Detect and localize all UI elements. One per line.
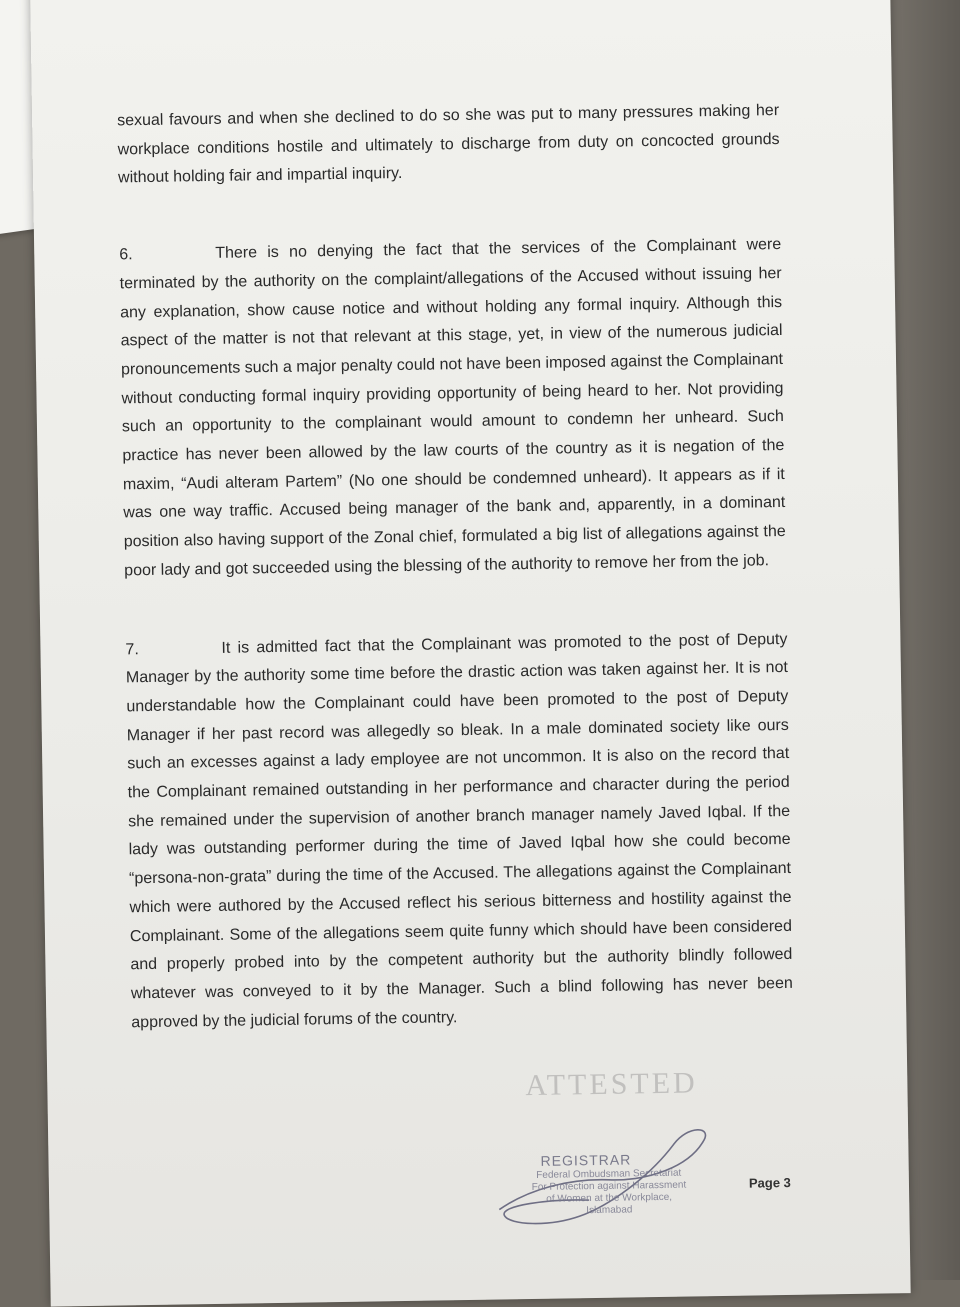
continued-paragraph: sexual favours and when she declined to do so she was put to many pressures making her workplace conditions hostile and ultimately to discharge from duty on concocted grounds without holding fair and impartial inquiry. — [117, 102, 780, 187]
paragraph-text: It is admitted fact that the Complainant was promoted to the post of Deputy Manager by the authority some time before the drastic action was taken against her. It is not understandable how the Complainant could have been promoted to the post of Deputy Manager if her past record was allegedly so bleak. In a male dominated society like ours such an excesses against a lady employee are not uncommon. It is also on the record that the Complainant remained outstanding in her performance and character during the period she remained under the supervision of another branch manager namely Javed Iqbal. If the lady was outstanding performer during the time of Javed Iqbal how she could become “persona-non-grata” during the time of the Accused. The allegations against the Complainant which were authored by the Accused reflect his serious bitterness and hostility against the Complainant. Some of the allegations seem quite funny which should have been considered and properly probed into by the competent authority but the authority blindly followed whatever was conveyed to it by the Manager. Such a blind following has never been approved by the judicial forums of the country. — [125, 630, 793, 1031]
registrar-title: REGISTRAR — [540, 1151, 632, 1169]
paragraph-7 — [125, 625, 793, 1037]
stamp-line: For Protection against Harassment — [531, 1179, 687, 1194]
paragraph-number: 6. — [119, 246, 133, 264]
paragraph-6 — [119, 231, 786, 586]
page-number: Page 3 — [748, 1174, 791, 1191]
attested-watermark: ATTESTED — [525, 1066, 698, 1103]
registrar-stamp — [487, 1066, 709, 1229]
stamp-line: Islamabad — [586, 1204, 633, 1217]
stamp-line: of Women at the Workplace, — [546, 1191, 673, 1205]
paragraph-text: There is no denying the fact that the services of the Complainant were terminated by the authority on the complaint/allegations of the Accused without issuing her any explanation, show cause notice and without holding any formal inquiry. Although this aspect of the matter is not that relevant at this stage, yet, in view of the numerous judicial pronouncements such a major penalty could not have been imposed against the Complainant without conducting formal inquiry providing opportunity of being heard to her. Not providing such an opportunity to the complainant would amount to condemn her unheard. Such practice has never been allowed by the law courts of the country as it is negation of the maxim, “Audi alteram Partem” (No one should be condemned unheard). It appears as if it was one way traffic. Accused being manager of the bank and, apparently, in a dominant position also having support of the Zonal chief, formulated a big list of allegations against the poor lady and got succeeded using the blessing of the authority to remove her from the job. — [119, 236, 786, 580]
paragraph-number: 7. — [125, 640, 139, 658]
document-body — [117, 97, 794, 1038]
document-page — [30, 0, 911, 1307]
stamp-line: Federal Ombudsman Secretariat — [536, 1167, 682, 1181]
stamp-address — [509, 1167, 710, 1218]
